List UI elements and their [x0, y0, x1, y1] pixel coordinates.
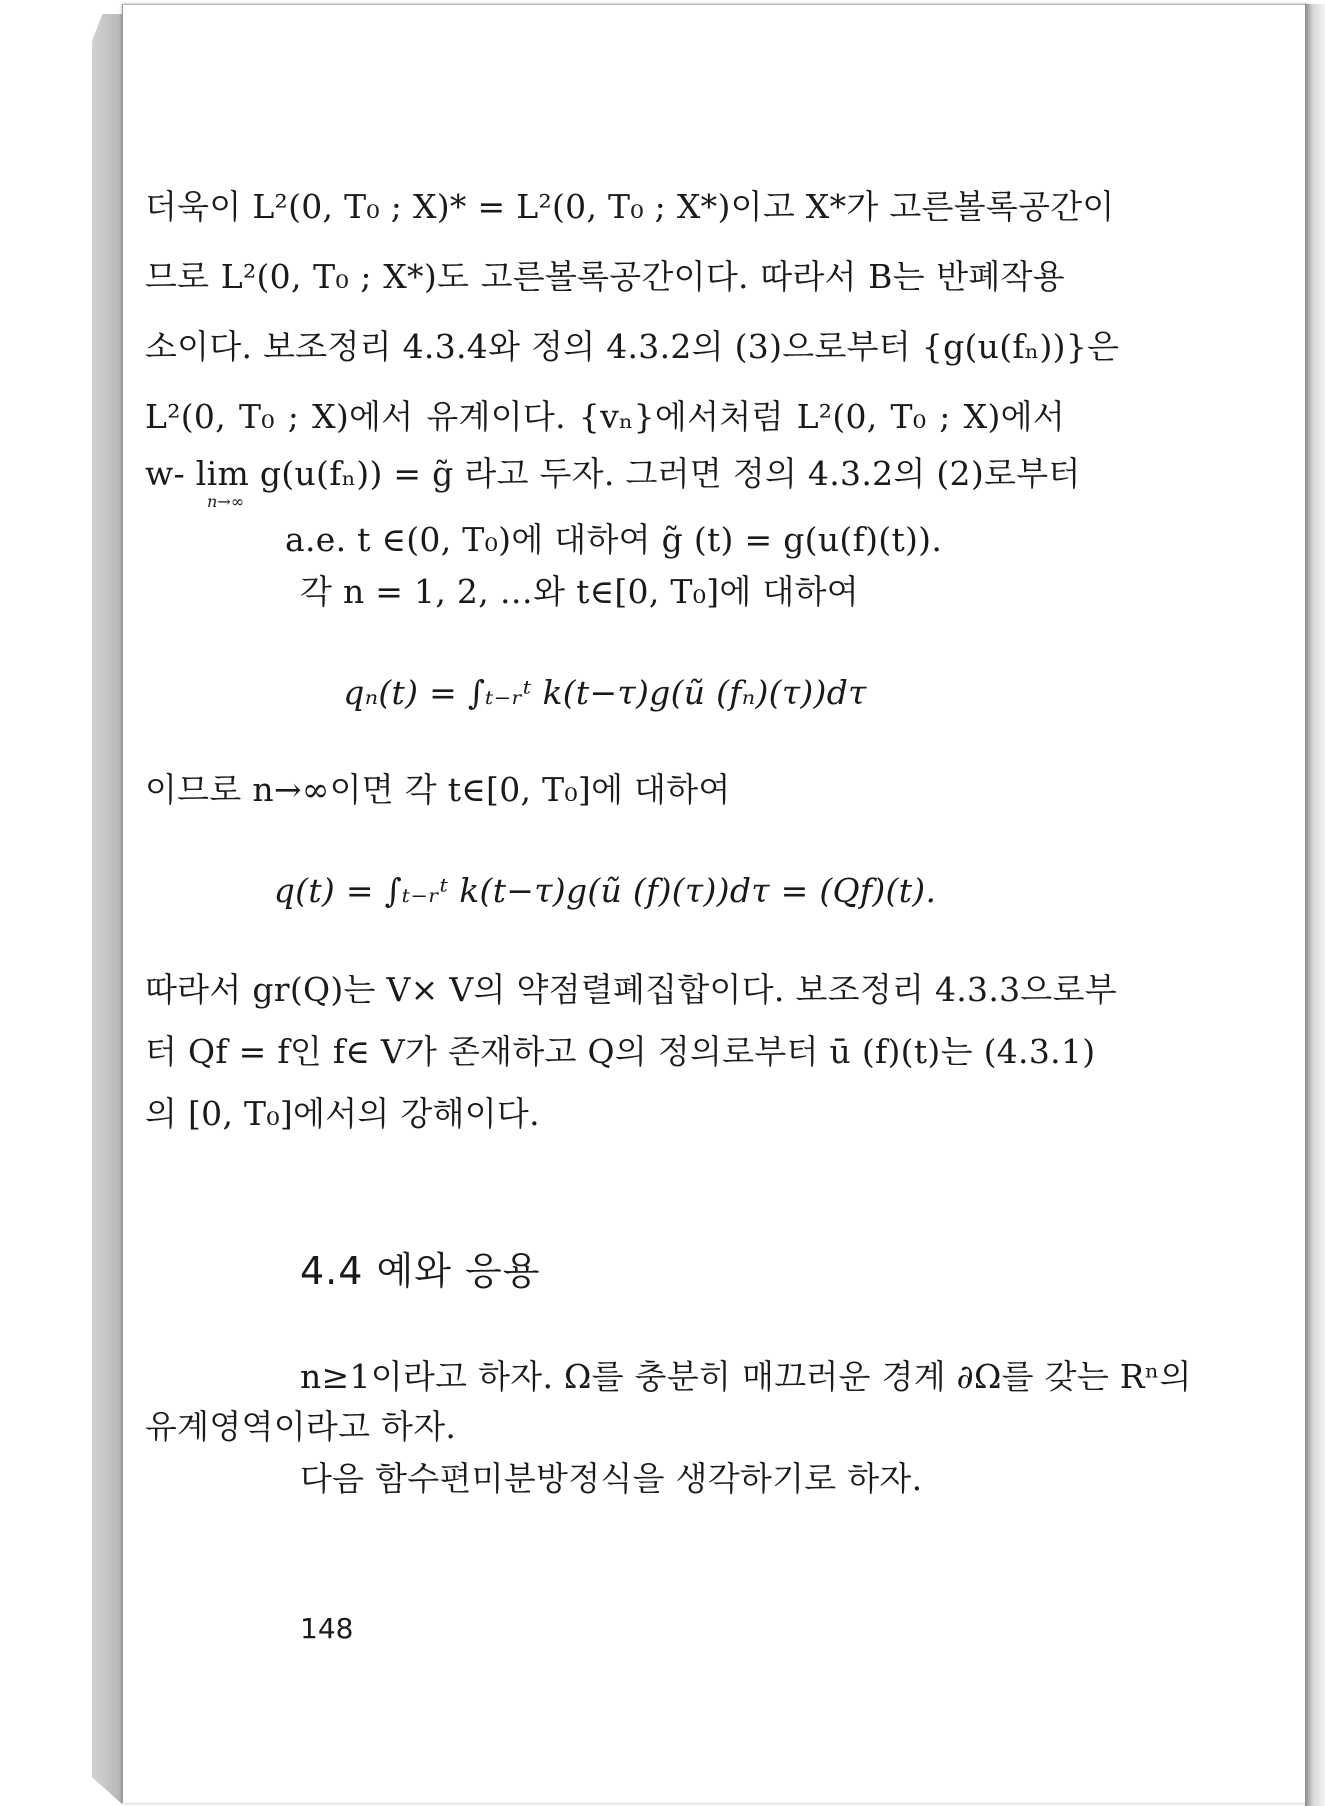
- limit-subscript: n→∞: [207, 492, 245, 511]
- text-line: n≥1이라고 하자. Ω를 충분히 매끄러운 경계 ∂Ω를 갖는 Rⁿ의: [300, 1357, 1192, 1396]
- page-number: 148: [300, 1612, 354, 1645]
- text-line: 다음 함수편미분방정식을 생각하기로 하자.: [300, 1459, 923, 1498]
- text-line: a.e. t ∈(0, T₀)에 대하여 g̃ (t) = g(u(f)(t)).: [285, 520, 943, 559]
- text-line: 따라서 gr(Q)는 V× V의 약점렬폐집합이다. 보조정리 4.3.3으로부: [145, 970, 1117, 1009]
- text-line: L²(0, T₀ ; X)에서 유계이다. {vₙ}에서처럼 L²(0, T₀ ; X)에서: [145, 397, 1065, 436]
- text-line: 유계영역이라고 하자.: [145, 1407, 457, 1446]
- page-right-edge: [1305, 4, 1325, 1806]
- section-title: 4.4 예와 응용: [300, 1249, 541, 1293]
- text-line: 므로 L²(0, T₀ ; X*)도 고른볼록공간이다. 따라서 B는 반폐작용: [145, 257, 1065, 296]
- text-line: w- lim g(u(fₙ)) = g̃ 라고 두자. 그러면 정의 4.3.2의 (2)로부터: [145, 454, 1081, 493]
- text-line: 이므로 n→∞이면 각 t∈[0, T₀]에 대하여: [145, 770, 731, 809]
- text-line: 소이다. 보조정리 4.3.4와 정의 4.3.2의 (3)으로부터 {g(u(fₙ))}은: [145, 327, 1120, 366]
- book-spine-edge: [92, 14, 122, 1804]
- text-line: 더욱이 L²(0, T₀ ; X)* = L²(0, T₀ ; X*)이고 X*가 고른볼록공간이: [145, 187, 1115, 226]
- formula-q: q(t) = ∫ₜ₋ᵣᵗ k(t−τ)g(ũ (f)(τ))dτ = (Qf)(t).: [273, 871, 937, 910]
- text-line: 터 Qf = f인 f∈ V가 존재하고 Q의 정의로부터 ū (f)(t)는 (4.3.1): [145, 1032, 1096, 1071]
- text-line: 각 n = 1, 2, …와 t∈[0, T₀]에 대하여: [300, 572, 859, 611]
- formula-q-n: qₙ(t) = ∫ₜ₋ᵣᵗ k(t−τ)g(ũ (fₙ)(τ))dτ: [343, 673, 867, 712]
- text-line: 의 [0, T₀]에서의 강해이다.: [145, 1094, 540, 1133]
